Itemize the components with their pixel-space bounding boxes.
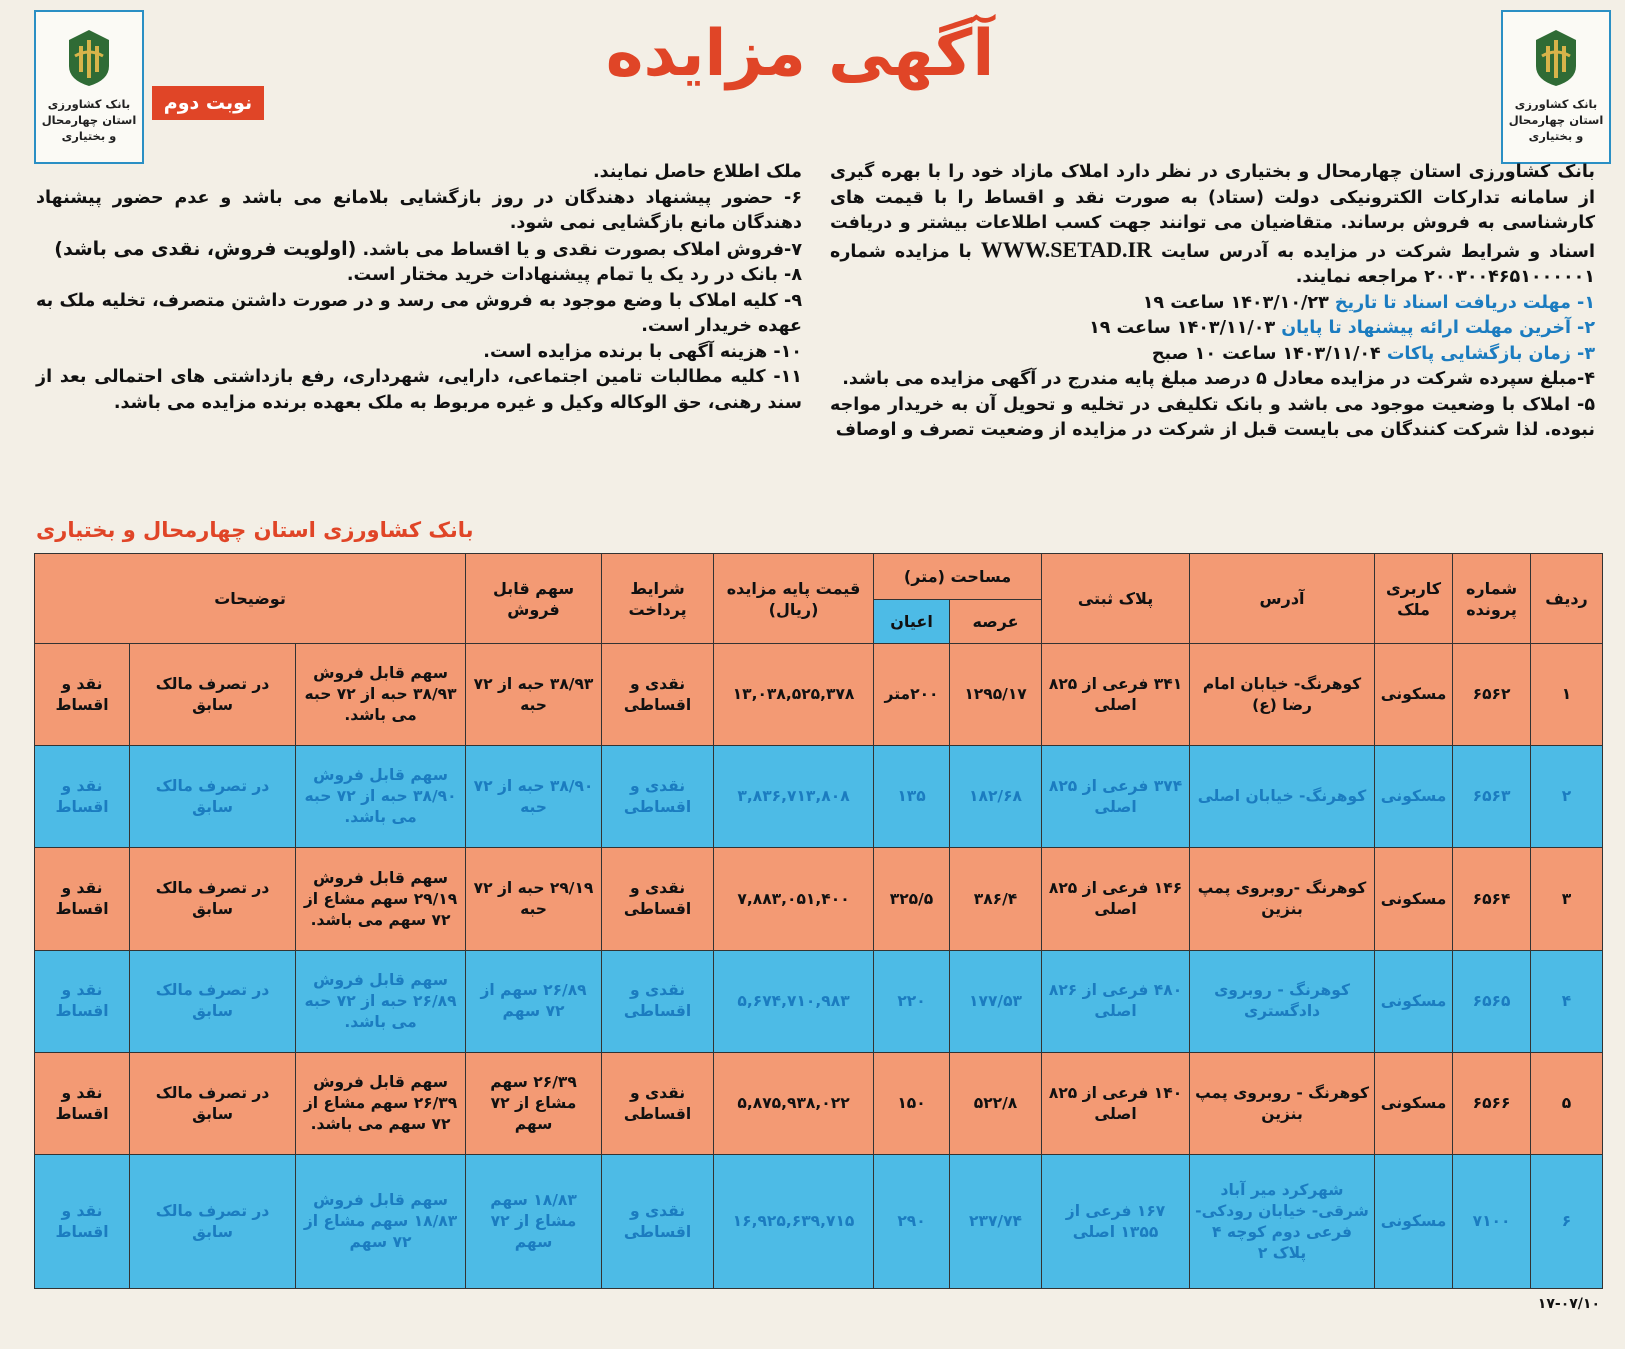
cell-use: مسکونی: [1375, 644, 1453, 746]
cell-file: ۶۵۶۴: [1453, 848, 1531, 950]
cell-land: ۳۸۶/۴: [950, 848, 1042, 950]
cell-row: ۳: [1531, 848, 1603, 950]
round-badge: نوبت دوم: [152, 86, 264, 120]
cell-plate: ۱۴۰ فرعی از ۸۲۵ اصلی: [1042, 1052, 1190, 1154]
logo-text-line: بانک کشاورزی: [47, 97, 131, 111]
cell-building: ۲۲۰: [874, 950, 950, 1052]
cell-row: ۱: [1531, 644, 1603, 746]
item-5-cont: ملک اطلاع حاصل نمایند.: [593, 162, 802, 182]
cell-desc-possession: در تصرف مالک سابق: [130, 644, 296, 746]
cell-address: کوهرنگ- خیابان اصلی: [1190, 746, 1375, 848]
table-row: [35, 1155, 1603, 1289]
logo-text-line: بانک کشاورزی: [1514, 97, 1598, 111]
cell-row: ۴: [1531, 950, 1603, 1052]
item-8: ۸- بانک در رد یک یا تمام پیشنهادات خرید مختار است.: [346, 265, 802, 285]
col-header-plate: پلاک ثبتی: [1042, 554, 1190, 644]
cell-address: کوهرنگ- خیابان امام رضا (ع): [1190, 644, 1375, 746]
item-9: ۹- کلیه املاک با وضع موجود به فروش می رسد و در صورت داشتن متصرف، تخلیه ملک به عهده خریدار است.: [36, 290, 802, 336]
cell-plate: ۱۴۶ فرعی از ۸۲۵ اصلی: [1042, 848, 1190, 950]
cell-share: ۳۸/۹۰ حبه از ۷۲ حبه: [466, 746, 602, 848]
col-header-land: عرصه: [950, 600, 1042, 644]
item-value: ۱۴۰۳/۱۱/۰۳ ساعت ۱۹: [1089, 318, 1276, 338]
cell-desc-share: سهم قابل فروش ۲۶/۳۹ سهم مشاع از ۷۲ سهم می باشد.: [296, 1052, 466, 1154]
table-row: [35, 1052, 1603, 1154]
cell-desc-share: سهم قابل فروش ۱۸/۸۳ سهم مشاع از ۷۲ سهم: [296, 1155, 466, 1289]
logo-text-line: استان چهارمحال: [41, 113, 137, 127]
table-row: [35, 848, 1603, 950]
bank-logo-left: [34, 10, 144, 164]
cell-land: ۱۸۲/۶۸: [950, 746, 1042, 848]
intro-text: [830, 160, 1595, 291]
cell-terms: نقدی و اقساطی: [602, 950, 714, 1052]
cell-file: ۶۵۶۲: [1453, 644, 1531, 746]
cell-price: ۵,۶۷۴,۷۱۰,۹۸۳: [714, 950, 874, 1052]
cell-land: ۲۳۷/۷۴: [950, 1155, 1042, 1289]
item-value: ۱۴۰۳/۱۰/۲۳ ساعت ۱۹: [1142, 292, 1329, 313]
cell-building: ۳۲۵/۵: [874, 848, 950, 950]
table-row: [35, 950, 1603, 1052]
item-value: ۱۴۰۳/۱۱/۰۴ ساعت ۱۰ صبح: [1151, 343, 1381, 364]
col-header-building: اعیان: [874, 600, 950, 644]
cell-price: ۱۶,۹۲۵,۶۳۹,۷۱۵: [714, 1155, 874, 1289]
item-10: ۱۰- هزینه آگهی با برنده مزایده است.: [483, 341, 802, 362]
cell-terms: نقدی و اقساطی: [602, 746, 714, 848]
item-4: ۴-مبلغ سپرده شرکت در مزایده معادل ۵ درصد مبلغ پایه مندرج در آگهی مزایده می باشد.: [842, 369, 1595, 389]
col-header-use: کاربری ملک: [1375, 554, 1453, 644]
cell-desc-share: سهم قابل فروش ۲۹/۱۹ سهم مشاع از ۷۲ سهم می باشد.: [296, 848, 466, 950]
cell-desc-possession: در تصرف مالک سابق: [130, 848, 296, 950]
cell-address: کوهرنگ - روبروی دادگستری: [1190, 950, 1375, 1052]
cell-desc-payment: نقد و اقساط: [35, 1155, 130, 1289]
cell-terms: نقدی و اقساطی: [602, 1155, 714, 1289]
cell-desc-share: سهم قابل فروش ۳۸/۹۰ حبه از ۷۲ حبه می باشد.: [296, 746, 466, 848]
cell-file: ۶۵۶۶: [1453, 1052, 1531, 1154]
item-7-text: ۷-فروش املاک بصورت نقدی و یا اقساط می باشد.: [362, 239, 802, 260]
cell-file: ۶۵۶۵: [1453, 950, 1531, 1052]
setad-site-link[interactable]: WWW.SETAD.IR: [980, 236, 1152, 262]
cell-land: ۱۲۹۵/۱۷: [950, 644, 1042, 746]
cell-building: ۲۰۰متر: [874, 644, 950, 746]
intro-body: بانک کشاورزی استان چهارمحال و بختیاری در نظر دارد املاک مازاد خود را با بهره گیری از سامانه تدارکات الکترونیکی دولت (ستاد) به صورت نقد و اقساط را با قیمت های کارشناسی به فروش برساند. متقاضیان می توانند جهت کسب اطلاعات بیشتر و دریافت اسناد و شرایط شرکت در مزایده به آدرس سایت: [830, 162, 1596, 262]
cell-plate: ۱۶۷ فرعی از ۱۳۵۵ اصلی: [1042, 1155, 1190, 1289]
item-label: ۲- آخرین مهلت ارائه پیشنهاد تا پایان: [1281, 318, 1595, 338]
cell-desc-payment: نقد و اقساط: [35, 950, 130, 1052]
cell-desc-payment: نقد و اقساط: [35, 644, 130, 746]
cell-price: ۱۳,۰۳۸,۵۲۵,۳۷۸: [714, 644, 874, 746]
cell-desc-payment: نقد و اقساط: [35, 746, 130, 848]
cell-land: ۱۷۷/۵۳: [950, 950, 1042, 1052]
cell-use: مسکونی: [1375, 1155, 1453, 1289]
item-label: ۱- مهلت دریافت اسناد تا تاریخ: [1334, 292, 1595, 313]
col-header-share: سهم قابل فروش: [466, 554, 602, 644]
page-title: آگهی مزایده: [605, 17, 995, 91]
cell-row: ۲: [1531, 746, 1603, 848]
cell-price: ۵,۸۷۵,۹۳۸,۰۲۲: [714, 1052, 874, 1154]
cell-plate: ۴۸۰ فرعی از ۸۲۶ اصلی: [1042, 950, 1190, 1052]
item-5: ۵- املاک با وضعیت موجود می باشد و بانک تکلیفی در تخلیه و تحویل آن به خریدار مواجه نبوده. لذا شرکت کنندگان می بایست قبل از شرکت در مزایده از وضعیت تصرف و اوصاف: [830, 394, 1595, 440]
cell-desc-share: سهم قابل فروش ۳۸/۹۳ حبه از ۷۲ حبه می باشد.: [296, 644, 466, 746]
intro-column: [830, 160, 1595, 444]
bank-emblem-icon: [1526, 26, 1586, 90]
col-header-row: ردیف: [1531, 554, 1603, 644]
item-3: [830, 342, 1595, 368]
cell-desc-share: سهم قابل فروش ۲۶/۸۹ حبه از ۷۲ حبه می باشد.: [296, 950, 466, 1052]
item-1: [830, 291, 1595, 317]
item-11: ۱۱- کلیه مطالبات تامین اجتماعی، دارایی، شهرداری، رفع بازداشتی های احتمالی بعد از سند رهنی، حق الوکاله وکیل و غیره مربوط به ملک بعهده برنده مزایده می باشد.: [36, 367, 802, 413]
col-header-terms: شرایط پرداخت: [602, 554, 714, 644]
cell-use: مسکونی: [1375, 950, 1453, 1052]
bank-name-footer: بانک کشاورزی استان چهارمحال و بختیاری: [36, 518, 474, 542]
cell-building: ۱۳۵: [874, 746, 950, 848]
cell-desc-payment: نقد و اقساط: [35, 848, 130, 950]
cell-share: ۲۶/۸۹ سهم از ۷۲ سهم: [466, 950, 602, 1052]
col-header-area: مساحت (متر): [874, 554, 1042, 600]
cell-desc-possession: در تصرف مالک سابق: [130, 950, 296, 1052]
cell-address: کوهرنگ -روبروی پمپ بنزین: [1190, 848, 1375, 950]
bank-emblem-icon: [59, 26, 119, 90]
auction-ref: با مزایده شماره ۲۰۰۳۰۰۴۶۵۱۰۰۰۰۰۱ مراجعه نمایند.: [830, 241, 1595, 287]
cell-terms: نقدی و اقساطی: [602, 848, 714, 950]
cell-plate: ۳۷۴ فرعی از ۸۲۵ اصلی: [1042, 746, 1190, 848]
cell-price: ۳,۸۳۶,۷۱۳,۸۰۸: [714, 746, 874, 848]
col-header-price: قیمت پایه مزایده (ریال): [714, 554, 874, 644]
cell-share: ۲۹/۱۹ حبه از ۷۲ حبه: [466, 848, 602, 950]
cell-row: ۵: [1531, 1052, 1603, 1154]
cell-terms: نقدی و اقساطی: [602, 644, 714, 746]
item-7-priority: (اولویت فروش، نقدی می باشد): [54, 237, 357, 260]
item-7: [36, 237, 802, 264]
cell-price: ۷,۸۸۳,۰۵۱,۴۰۰: [714, 848, 874, 950]
cell-share: ۱۸/۸۳ سهم مشاع از ۷۲ سهم: [466, 1155, 602, 1289]
cell-building: ۱۵۰: [874, 1052, 950, 1154]
item-6: ۶- حضور پیشنهاد دهندگان در روز بازگشایی بلامانع می باشد و عدم حضور پیشنهاد دهندگان مانع بازگشایی نمی شود.: [36, 187, 802, 233]
bank-logo-right: [1501, 10, 1611, 164]
logo-text-line: و بختیاری: [1528, 129, 1584, 143]
table-row: [35, 746, 1603, 848]
cell-plate: ۳۴۱ فرعی از ۸۲۵ اصلی: [1042, 644, 1190, 746]
cell-use: مسکونی: [1375, 848, 1453, 950]
cell-terms: نقدی و اقساطی: [602, 1052, 714, 1154]
col-header-desc: توضیحات: [35, 554, 466, 644]
cell-share: ۲۶/۳۹ سهم مشاع از ۷۲ سهم: [466, 1052, 602, 1154]
cell-desc-possession: در تصرف مالک سابق: [130, 746, 296, 848]
cell-desc-possession: در تصرف مالک سابق: [130, 1155, 296, 1289]
item-2: [830, 316, 1595, 342]
cell-use: مسکونی: [1375, 746, 1453, 848]
col-header-file: شماره پرونده: [1453, 554, 1531, 644]
cell-share: ۳۸/۹۳ حبه از ۷۲ حبه: [466, 644, 602, 746]
cell-use: مسکونی: [1375, 1052, 1453, 1154]
properties-table: [34, 553, 1603, 1289]
doc-number: ۱۷-۰۷/۱۰: [1537, 1296, 1600, 1312]
col-header-address: آدرس: [1190, 554, 1375, 644]
conditions-column: [36, 160, 802, 416]
cell-building: ۲۹۰: [874, 1155, 950, 1289]
logo-text-line: استان چهارمحال: [1508, 113, 1604, 127]
logo-text-line: و بختیاری: [61, 129, 117, 143]
cell-desc-payment: نقد و اقساط: [35, 1052, 130, 1154]
cell-desc-possession: در تصرف مالک سابق: [130, 1052, 296, 1154]
item-label: ۳- زمان بازگشایی پاکات: [1386, 343, 1595, 364]
cell-row: ۶: [1531, 1155, 1603, 1289]
cell-file: ۶۵۶۳: [1453, 746, 1531, 848]
table-row: [35, 644, 1603, 746]
cell-address: شهرکرد میر آباد شرقی- خیابان رودکی- فرعی دوم کوچه ۴ پلاک ۲: [1190, 1155, 1375, 1289]
cell-file: ۷۱۰۰: [1453, 1155, 1531, 1289]
cell-land: ۵۲۲/۸: [950, 1052, 1042, 1154]
cell-address: کوهرنگ - روبروی پمپ بنزین: [1190, 1052, 1375, 1154]
